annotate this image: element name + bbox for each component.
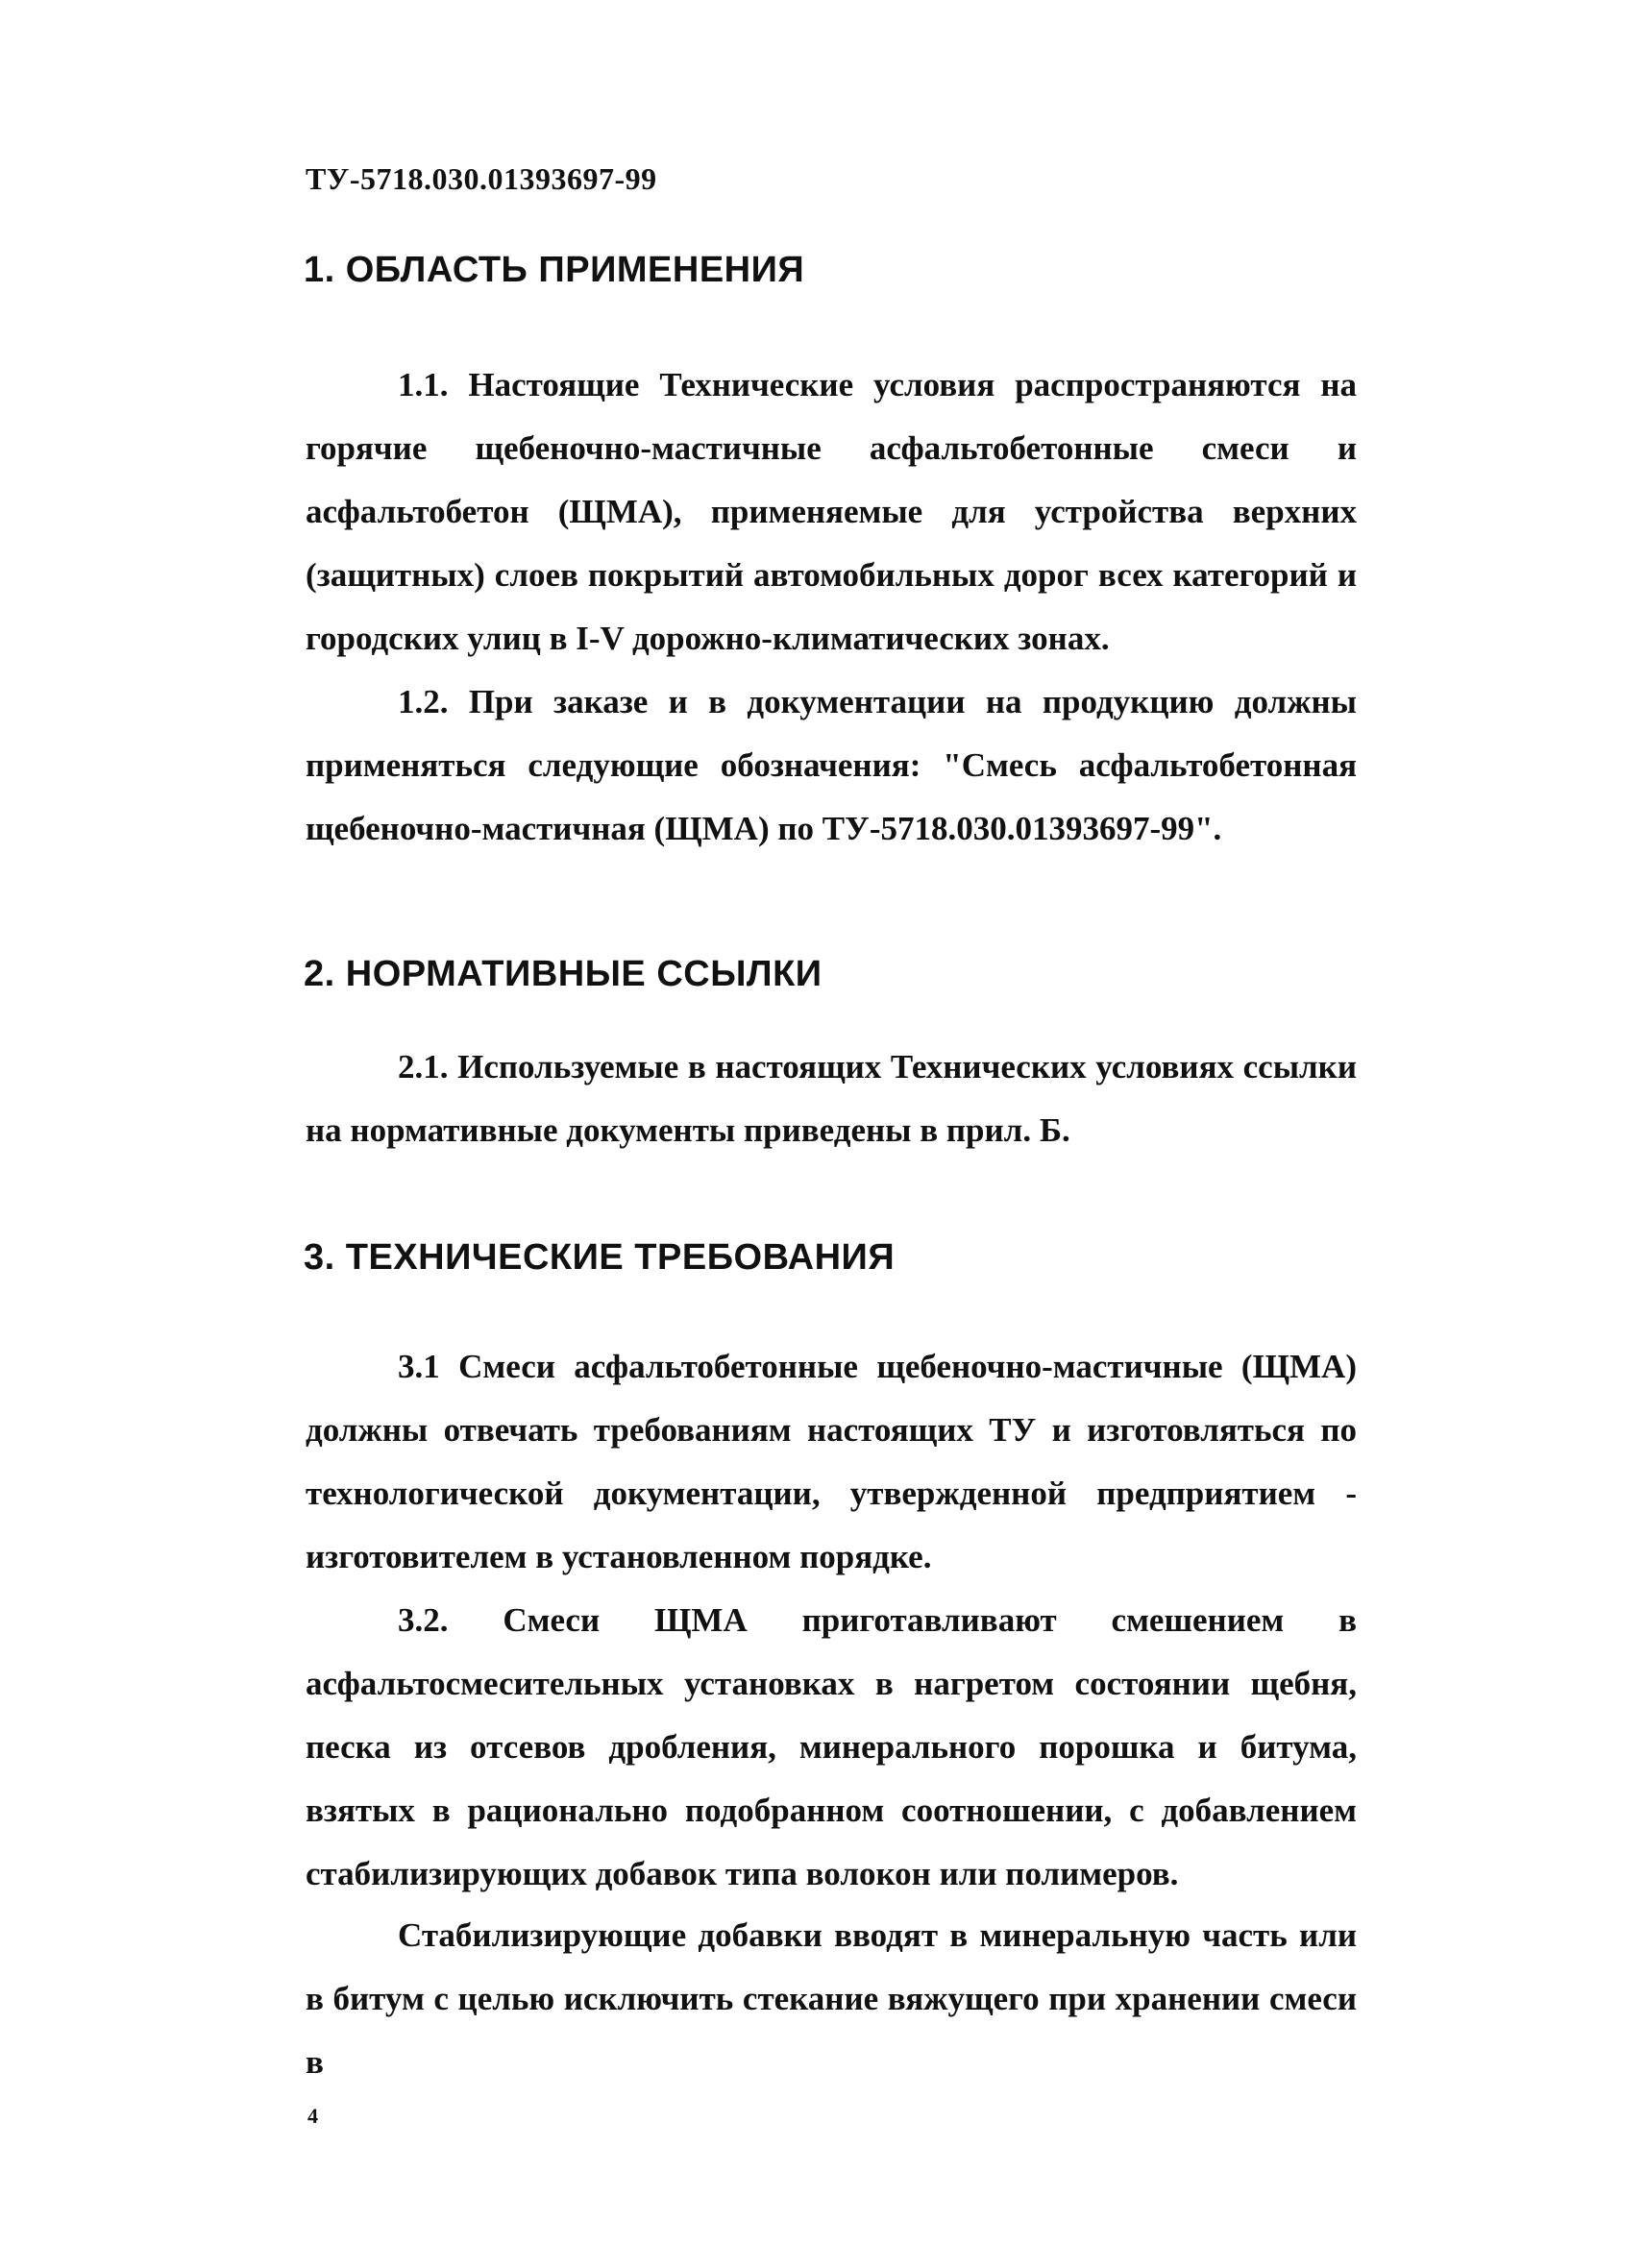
page-number: 4: [307, 2104, 318, 2128]
section-heading-requirements: 3. ТЕХНИЧЕСКИЕ ТРЕБОВАНИЯ: [304, 1237, 896, 1278]
paragraph-stabilizers: Стабилизирующие добавки вводят в минеральную часть или в битум с целью исключить стекание вяжущего при хранении смеси в: [306, 1916, 1357, 2081]
paragraph-2-1: 2.1. Используемые в настоящих Технических условиях ссылки на нормативные документы приведены в прил. Б.: [306, 1048, 1357, 1149]
paragraph-3-2: 3.2. Смеси ЩМА приготавливают смешением в асфальтосмесительных установках в нагретом состоянии щебня, песка из отсевов дробления, минерального порошка и битума, взятых в рационально подобранном соотношении, с добавлением стабилизирующих добавок типа волокон или полимеров.: [306, 1601, 1357, 1892]
paragraph-1-2: 1.2. При заказе и в документации на продукцию должны применяться следующие обозначения: "Смесь асфальтобетонная щебеночно-мастичная (ЩМА) по ТУ-5718.030.01393697-99".: [306, 683, 1357, 847]
section-heading-scope: 1. ОБЛАСТЬ ПРИМЕНЕНИЯ: [304, 250, 805, 290]
document-code: ТУ-5718.030.01393697-99: [306, 161, 657, 196]
paragraph-3-1: 3.1 Смеси асфальтобетонные щебеночно-мастичные (ЩМА) должны отвечать требованиям настоящих ТУ и изготовляться по технологической документации, утвержденной предприятием - изготовителем в установленном порядке.: [306, 1348, 1357, 1575]
section-heading-references: 2. НОРМАТИВНЫЕ ССЫЛКИ: [304, 954, 822, 994]
paragraph-1-1: 1.1. Настоящие Технические условия распространяются на горячие щебеночно-мастичные асфальтобетонные смеси и асфальтобетон (ЩМА), применяемые для устройства верхних (защитных) слоев покрытий автомобильных дорог всех категорий и городских улиц в I-V дорожно-климатических зонах.: [306, 366, 1357, 657]
